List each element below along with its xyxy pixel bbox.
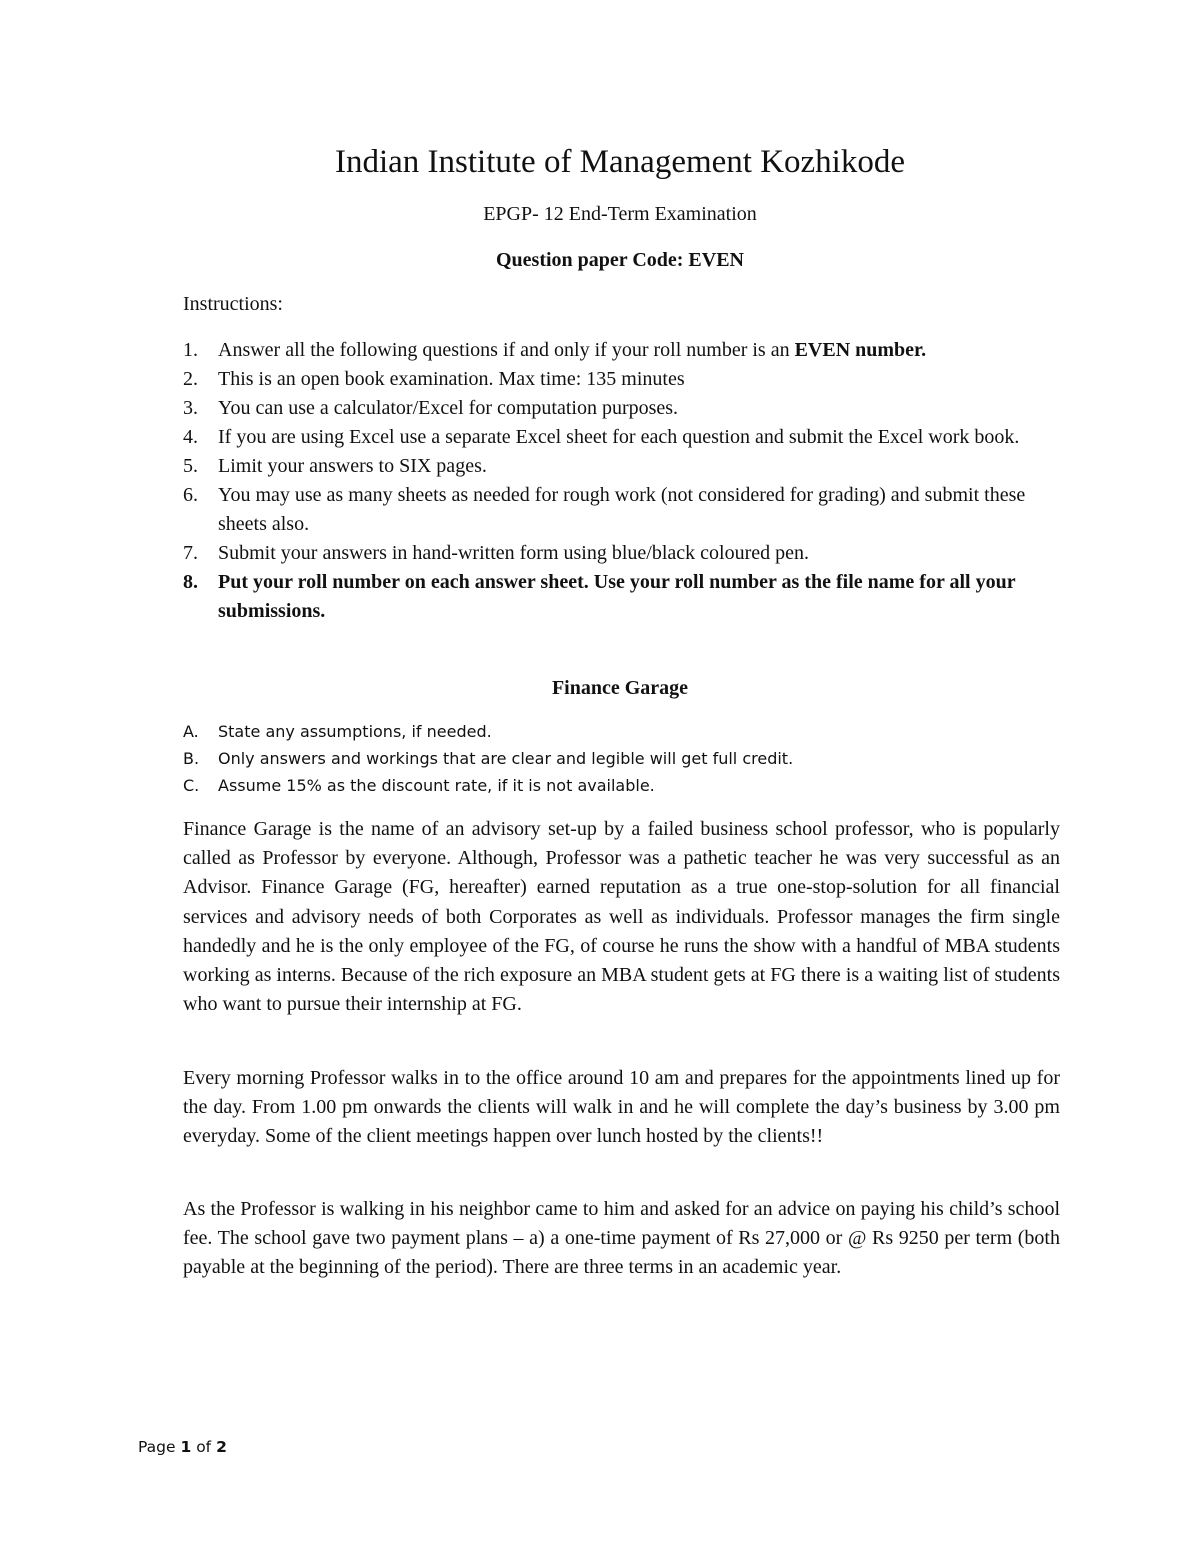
page-number-footer (138, 1436, 227, 1458)
instruction-text: You can use a calculator/Excel for computation purposes. (218, 397, 679, 419)
instruction-text: Put your roll number on each answer sheet. Use your roll number as the file name for all your submissions. (218, 571, 1016, 622)
page-word: Page (138, 1438, 176, 1456)
note-letter: B. (183, 749, 200, 768)
instruction-number: 6. (183, 484, 198, 506)
instruction-item (183, 365, 1063, 394)
instruction-number: 3. (183, 397, 198, 419)
instruction-number: 1. (183, 339, 198, 361)
body-paragraph: As the Professor is walking in his neighbor came to him and asked for an advice on paying his child’s school fee. The school gave two payment plans – a) a one-time payment of Rs 27,000 or @ Rs 9250 per term (both payable at the beginning of the period). There are three terms in an academic year. (183, 1198, 1060, 1279)
current-page-number: 1 (180, 1438, 192, 1456)
note-text: Assume 15% as the discount rate, if it is not available. (218, 776, 655, 795)
instruction-text: Submit your answers in hand-written form using blue/black coloured pen. (218, 542, 809, 564)
note-item (183, 745, 1063, 772)
instruction-item (183, 452, 1063, 481)
instruction-item (183, 481, 1063, 539)
of-word: of (196, 1438, 212, 1456)
instructions-list (183, 336, 1063, 626)
instruction-number: 2. (183, 368, 198, 390)
instruction-text: Answer all the following questions if and only if your roll number is an (218, 339, 795, 361)
note-letter: C. (183, 776, 200, 795)
instruction-number: 4. (183, 426, 198, 448)
section-title: Finance Garage (551, 677, 689, 699)
note-item (183, 772, 1063, 799)
instruction-emphasis: EVEN number. (794, 339, 927, 361)
total-pages-number: 2 (216, 1438, 227, 1456)
instruction-text: Limit your answers to SIX pages. (218, 455, 487, 477)
section-notes-list (183, 718, 1063, 799)
note-text: Only answers and workings that are clear and legible will get full credit. (218, 749, 794, 768)
instruction-item (183, 539, 1063, 568)
institute-title: Indian Institute of Management Kozhikode (334, 144, 905, 180)
instruction-item (183, 423, 1063, 452)
note-text: State any assumptions, if needed. (218, 722, 492, 741)
instruction-item (183, 336, 1063, 365)
body-paragraph: Every morning Professor walks in to the office around 10 am and prepares for the appointments lined up for the day. From 1.00 pm onwards the clients will walk in and he will complete the day’s business by 3.00 pm everyday. Some of the client meetings happen over lunch hosted by the clients!! (183, 1067, 1060, 1148)
instruction-number: 7. (183, 542, 198, 564)
note-item (183, 718, 1063, 745)
instruction-text: You may use as many sheets as needed for rough work (not considered for grading) and submit these sheets also. (218, 484, 1026, 535)
instruction-text: If you are using Excel use a separate Excel sheet for each question and submit the Excel work book. (218, 426, 1020, 448)
paper-code: Question paper Code: EVEN (496, 249, 744, 271)
instruction-item (183, 394, 1063, 423)
instruction-text: This is an open book examination. Max time: 135 minutes (218, 368, 685, 390)
body-paragraph: Finance Garage is the name of an advisory set-up by a failed business school professor, who is popularly called as Professor by everyone. Although, Professor was a pathetic teacher he was very successful as an Advisor. Finance Garage (FG, hereafter) earned reputation as a true one-stop-solution for all financial services and advisory needs of both Corporates as well as individuals. Professor manages the firm single handedly and he is the only employee of the FG, of course he runs the show with a handful of MBA students working as interns. Because of the rich exposure an MBA student gets at FG there is a waiting list of students who want to pursue their internship at FG. (183, 818, 1060, 1016)
note-letter: A. (183, 722, 199, 741)
instruction-item (183, 568, 1063, 626)
exam-subtitle: EPGP- 12 End-Term Examination (483, 203, 757, 225)
instructions-label: Instructions: (183, 293, 283, 315)
instruction-number: 8. (183, 571, 198, 593)
instruction-number: 5. (183, 455, 198, 477)
